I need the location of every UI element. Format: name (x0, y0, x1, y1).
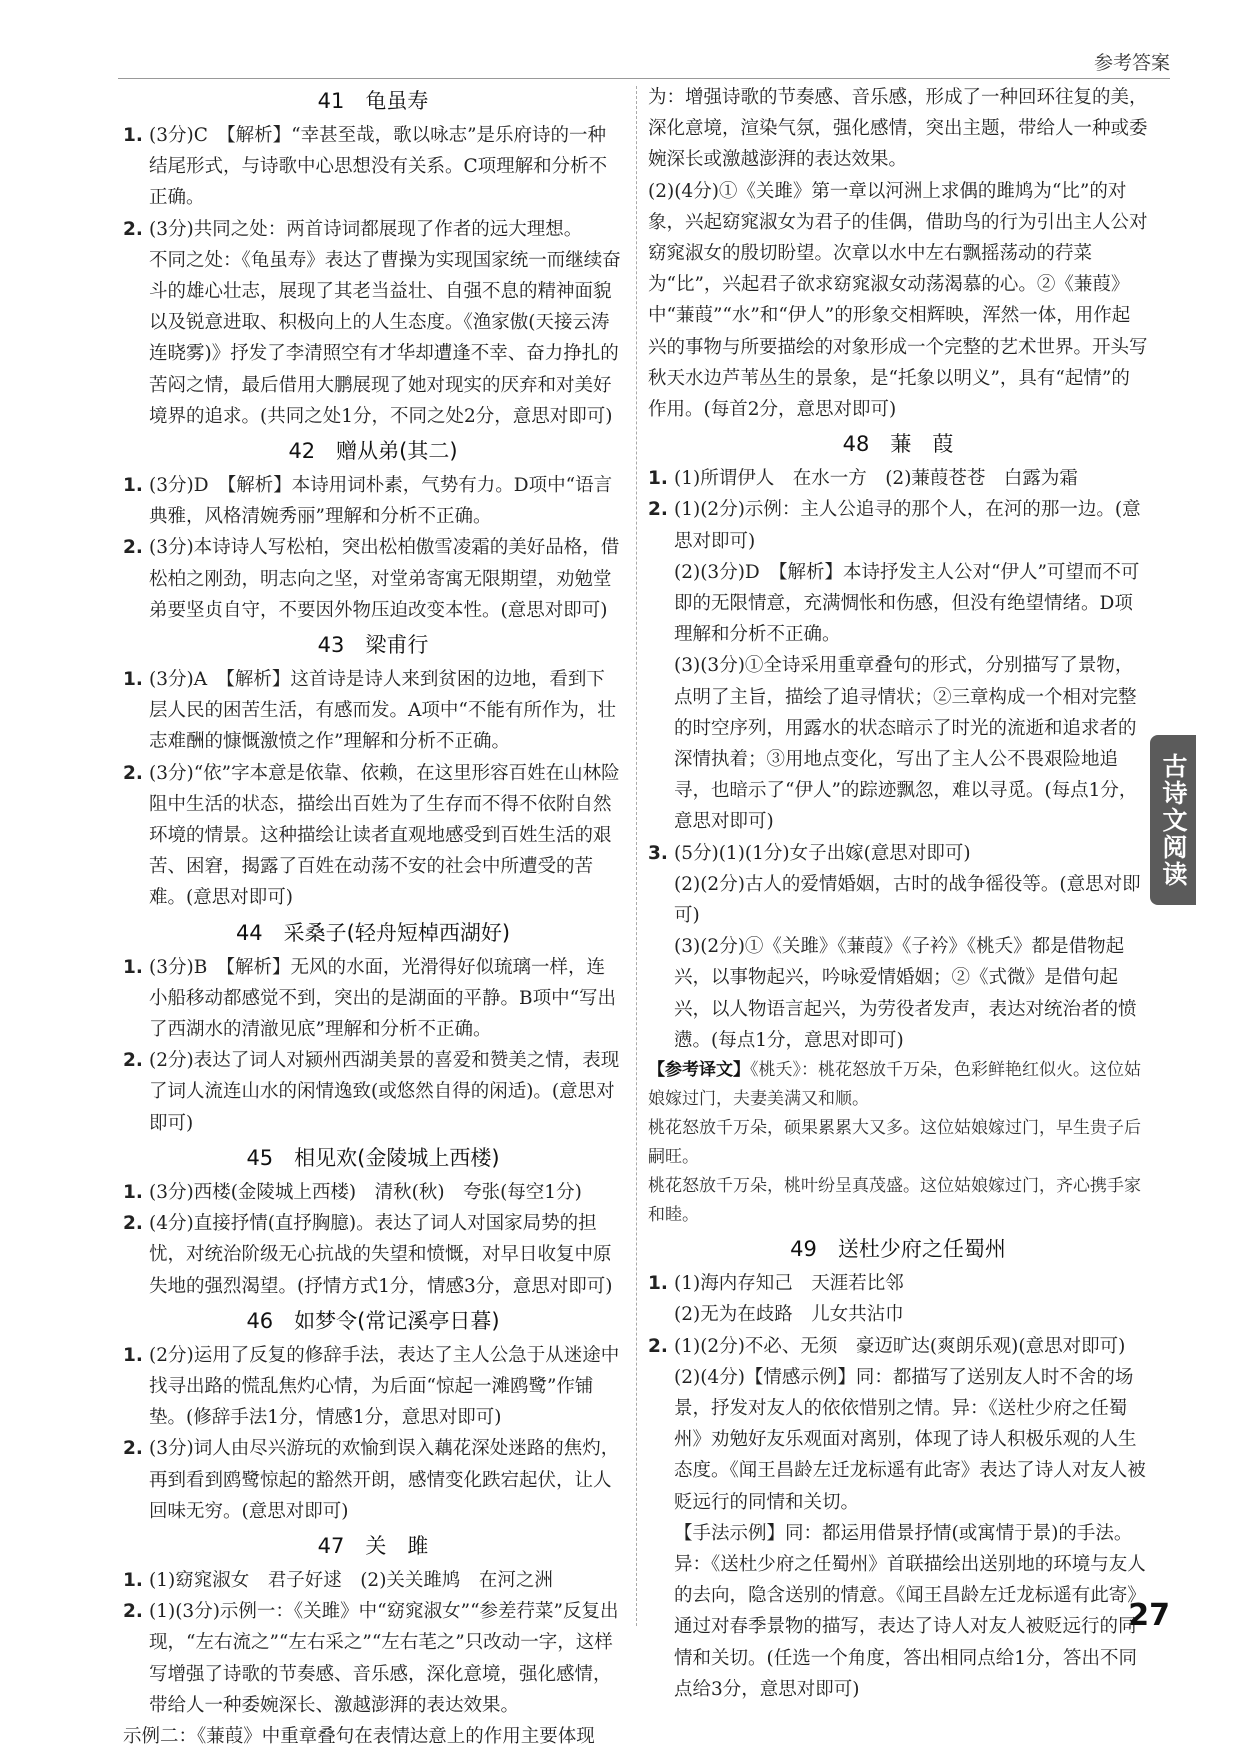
question-number: 2. (123, 762, 143, 784)
answer-text: (1)(3分)示例一：《关雎》中“窈窕淑女”“参差荇菜”反复出现，“左右流之”“左右采之”“左右芼之”只改动一字，这样写增强了诗歌的节奏感、音乐感，深化意境，强化感情，带给人一种委婉深长、激越澎湃的表达效果。 (149, 1601, 619, 1716)
question-number: 2. (123, 1050, 143, 1072)
section-title: 42 赠从弟(其二) (288, 439, 458, 464)
answer-text: (3分)西楼(金陵城上西楼) 清秋(秋) 夸张(每空1分) (149, 1181, 582, 1203)
question (648, 838, 1148, 869)
question-number: 2. (123, 1438, 143, 1460)
question-number: 2. (123, 537, 143, 559)
section-title: 43 梁甫行 (317, 633, 429, 658)
answer-text: (3分)“依”字本意是依靠、依赖，在这里形容百姓在山林险阻中生活的状态，描绘出百姓为了生存而不得不依附自然环境的情景。这种描绘让读者直观地感受到百姓生活的艰苦、困窘，揭露了百姓在动荡不安的社会中所遭受的苦难。(意思对即可) (149, 762, 620, 909)
answer-text: 【手法示例】同：都运用借景抒情(或寓情于景)的手法。异：《送杜少府之任蜀州》首联描绘出送别地的环境与友人的去向，隐含送别的情意。《闻王昌龄左迁龙标遥有此寄》通过对春季景物的描写，表达了诗人对友人被贬远行的同情和关切。(任选一个角度，答出相同点给1分，答出不同点给3分，意思对即可) (674, 1522, 1146, 1700)
question (123, 1208, 623, 1302)
answer-text: (2)(3分)D 【解析】本诗抒发主人公对“伊人”可望而不可即的无限情意，充满惆怅和伤感，但没有绝望情绪。D项理解和分析不正确。 (674, 561, 1140, 646)
question (123, 758, 623, 914)
question (123, 120, 623, 214)
question-number: 1. (123, 1569, 143, 1591)
section-title: 48 蒹 葭 (842, 432, 954, 457)
section-title: 41 龟虽寿 (317, 89, 429, 113)
page-number: 27 (1128, 1598, 1170, 1633)
question (648, 463, 1148, 494)
answer-text: (1)(2分)不必、无须 豪迈旷达(爽朗乐观)(意思对即可) (674, 1335, 1126, 1357)
answer-text: 示例二：《蒹葭》中重章叠句在表情达意上的作用主要体现 (123, 1725, 595, 1747)
question-number: 2. (648, 499, 668, 521)
answer-text: (2分)运用了反复的修辞手法，表达了主人公急于从迷途中找寻出路的慌乱焦灼心情，为后面“惊起一滩鸥鹭”作铺垫。(修辞手法1分，情感1分，意思对即可) (149, 1344, 620, 1429)
answer-text: (3分)共同之处：两首诗词都展现了作者的远大理想。 (149, 218, 583, 240)
answer-text: 为：增强诗歌的节奏感、音乐感，形成了一种回环往复的美，深化意境，渲染气氛，强化感情，突出主题，带给人一种或委婉深长或激越澎湃的表达效果。 (648, 87, 1148, 171)
answer-text: (3分)B 【解析】无风的水面，光滑得好似琉璃一样，连小船移动都感觉不到，突出的是湖面的平静。B项中“写出了西湖水的清澈见底”理解和分析不正确。 (149, 956, 617, 1041)
question-number: 1. (123, 956, 143, 978)
section-title: 49 送杜少府之任蜀州 (790, 1237, 1006, 1262)
question (648, 1331, 1148, 1362)
answer-text: (1)(2分)示例：主人公追寻的那个人，在河的那一边。(意思对即可) (674, 499, 1141, 552)
section-title: 47 关 雎 (317, 1533, 429, 1558)
question (123, 952, 623, 1046)
question (123, 1177, 623, 1208)
answer-text: (3分)A 【解析】这首诗是诗人来到贫困的边地，看到下层人民的困苦生活，有感而发。A项中“不能有所作为，壮志难酬的慷慨激愤之作”理解和分析不正确。 (149, 669, 616, 753)
column-divider (636, 86, 637, 1626)
question-number: 1. (648, 1273, 668, 1295)
translation-text: 桃花怒放千万朵，桃叶纷呈真茂盛。这位姑娘嫁过门，齐心携手家和睦。 (648, 1176, 1141, 1226)
section-title: 44 采桑子(轻舟短棹西湖好) (235, 920, 511, 945)
answer-text: (3分)D 【解析】本诗用词朴素，气势有力。D项中“语言典雅，风格清婉秀丽”理解和分析不正确。 (149, 475, 613, 528)
question-number: 1. (648, 468, 668, 490)
question-number: 1. (123, 1181, 143, 1203)
translation (648, 1056, 1148, 1114)
question (123, 532, 623, 626)
answer-text: (2)(4分)①《关雎》第一章以河洲上求偶的雎鸠为“比”的对象，兴起窈窕淑女为君子的佳偶，借助鸟的行为引出主人公对窈窕淑女的殷切盼望。次章以水中左右飘摇荡动的荇菜为“比”，兴起君子欲求窈窕淑女动荡渴慕的心。②《蒹葭》中“蒹葭”“水”和“伊人”的形象交相辉映，浑然一体，用作起兴的事物与所要描绘的对象形成一个完整的艺术世界。开头写秋天水边芦苇丛生的景象，是“托象以明义”，具有“起情”的作用。(每首2分，意思对即可) (648, 180, 1148, 421)
right-column (648, 82, 1148, 1705)
answer-text: (2分)表达了词人对颍州西湖美景的喜爱和赞美之情，表现了词人流连山水的闲情逸致(或悠然自得的闲适)。(意思对即可) (149, 1050, 620, 1134)
question (123, 1565, 623, 1596)
left-column (123, 82, 623, 1752)
question-number: 3. (648, 842, 668, 864)
translation-label: 【参考译文】 (648, 1060, 750, 1081)
question (123, 1596, 623, 1721)
question (648, 1268, 1148, 1299)
question-number: 2. (123, 1213, 143, 1235)
answer-text: (2)无为在歧路 儿女共沾巾 (674, 1304, 904, 1326)
question-number: 1. (123, 669, 143, 691)
answer-text: (1)海内存知己 天涯若比邻 (674, 1273, 904, 1295)
answer-text: (1)所谓伊人 在水一方 (2)蒹葭苍苍 白露为霜 (674, 468, 1078, 490)
section-side-tab: 古诗文阅读 (1150, 735, 1196, 905)
question-number: 2. (648, 1335, 668, 1357)
question (123, 214, 623, 245)
translation-text: 《桃夭》：桃花怒放千万朵，色彩鲜艳红似火。这位姑娘嫁过门，夫妻美满又和顺。 (648, 1060, 1141, 1110)
answer-text: (5分)(1)(1分)女子出嫁(意思对即可) (674, 842, 971, 864)
header-rule (118, 78, 1170, 79)
question-number: 1. (123, 475, 143, 497)
header-label: 参考答案 (1093, 52, 1170, 74)
answer-text: (2)(4分)【情感示例】同：都描写了送别友人时不舍的场景，抒发对友人的依依惜别之情。异：《送杜少府之任蜀州》劝勉好友乐观面对离别，体现了诗人积极乐观的人生态度。《闻王昌龄左迁龙标遥有此寄》表达了诗人对友人被贬远行的同情和关切。 (674, 1366, 1146, 1513)
question-number: 1. (123, 1344, 143, 1366)
question-number: 2. (123, 1601, 143, 1623)
question-number: 1. (123, 125, 143, 146)
question-number: 2. (123, 218, 143, 240)
question (123, 664, 623, 758)
section-title: 45 相见欢(金陵城上西楼) (246, 1145, 500, 1170)
answer-text: 不同之处：《龟虽寿》表达了曹操为实现国家统一而继续奋斗的雄心壮志，展现了其老当益壮、自强不息的精神面貌以及锐意进取、积极向上的人生态度。《渔家傲(天接云涛连晓雾)》抒发了李清照空有才华却遭逢不幸、奋力挣扎的苦闷之情，最后借用大鹏展现了她对现实的厌弃和对美好境界的追求。(共同之处1分，不同之处2分，意思对即可) (149, 249, 621, 427)
question (123, 470, 623, 532)
answer-text: (3分)词人由尽兴游玩的欢愉到误入藕花深处迷路的焦灼，再到看到鸥鹭惊起的豁然开朗，感情变化跌宕起伏，让人回味无穷。(意思对即可) (149, 1438, 620, 1522)
answer-text: (4分)直接抒情(直抒胸臆)。表达了词人对国家局势的担忧，对统治阶级无心抗战的失望和愤慨，对早日收复中原失地的强烈渴望。(抒情方式1分，情感3分，意思对即可) (149, 1213, 613, 1297)
answer-text: (3)(2分)①《关雎》《蒹葭》《子衿》《桃夭》都是借物起兴，以事物起兴，吟咏爱情婚姻；②《式微》是借句起兴，以人物语言起兴，为劳役者发声，表达对统治者的愤懑。(每点1分，意思对即可) (674, 936, 1137, 1051)
question (123, 1433, 623, 1527)
answer-text: (3分)C 【解析】“幸甚至哉，歌以咏志”是乐府诗的一种结尾形式，与诗歌中心思想没有关系。C项理解和分析不正确。 (149, 125, 608, 209)
question (648, 494, 1148, 556)
answer-text: (1)窈窕淑女 君子好逑 (2)关关雎鸠 在河之洲 (149, 1569, 553, 1591)
section-title: 46 如梦令(常记溪亭日暮) (246, 1308, 500, 1333)
question (123, 1045, 623, 1139)
answer-text: (2)(2分)古人的爱情婚姻，古时的战争徭役等。(意思对即可) (674, 873, 1141, 927)
translation-text: 桃花怒放千万朵，硕果累累大又多。这位姑娘嫁过门，早生贵子后嗣旺。 (648, 1118, 1141, 1168)
question (123, 1340, 623, 1434)
answer-text: (3)(3分)①全诗采用重章叠句的形式，分别描写了景物，点明了主旨，描绘了追寻情状；②三章构成一个相对完整的时空序列，用露水的状态暗示了时光的流逝和追求者的深情执着；③用地点变化，写出了主人公不畏艰险地追寻，也暗示了“伊人”的踪迹飘忽，难以寻觅。(每点1分，意思对即可) (674, 655, 1138, 833)
answer-text: (3分)本诗诗人写松柏，突出松柏傲雪凌霜的美好品格，借松柏之刚劲，明志向之坚，对堂弟寄寓无限期望，劝勉堂弟要坚贞自守，不要因外物压迫改变本性。(意思对即可) (149, 537, 620, 621)
